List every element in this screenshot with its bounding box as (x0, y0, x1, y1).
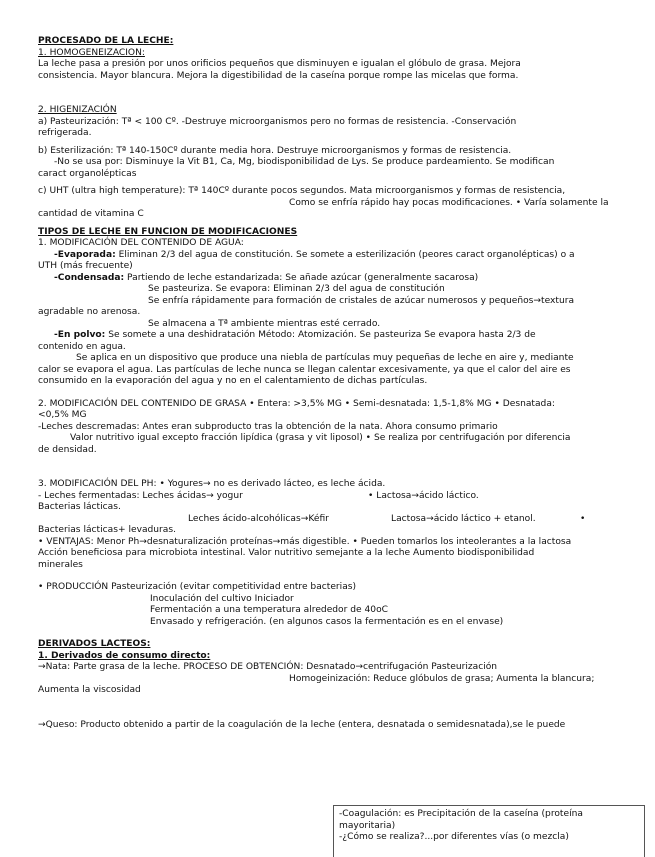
paragraph-line: contenido en agua. (38, 341, 126, 352)
term-text: Eliminan 2/3 del agua de constitución. Se somete a esterilización (peores caract organolépticas) o a (115, 249, 575, 260)
paragraph-line: • VENTAJAS: Menor Ph→desnaturalización proteínas→más digestible. • Pueden tomarlos los inteolerantes a la lactosa (38, 536, 572, 547)
subsection-agua-heading: 1. MODIFICACIÓN DEL CONTENIDO DE AGUA: (38, 238, 244, 248)
paragraph-line: -Leches descremadas: Antes eran subproducto tras la obtención de la nata. Ahora consumo primario (38, 421, 498, 432)
section-higienizacion-heading: 2. HIGENIZACIÓN (38, 105, 117, 115)
paragraph-line: b) Esterilización: Tª 140-150Cº durante media hora. Destruye microorganismos y formas de resistencia. (38, 145, 512, 156)
box-line: -Coagulación: es Precipitación de la caseína (proteína (339, 809, 583, 819)
paragraph-line: Como se enfría rápido hay pocas modificaciones. • Varía solamente la (289, 197, 609, 208)
section-tipos-heading: TIPOS DE LECHE EN FUNCION DE MODIFICACIONES (38, 226, 298, 237)
ph-col-left: - Leches fermentadas: Leches ácidas→ yogur (38, 490, 243, 501)
paragraph-line: Se aplica en un dispositivo que produce una niebla de partículas muy pequeñas de leche en aire y, mediante (76, 353, 574, 363)
term-label: -En polvo: (54, 330, 106, 340)
paragraph-line (38, 514, 613, 526)
paragraph-line: refrigerada. (38, 128, 92, 138)
paragraph-line: UTH (más frecuente) (38, 261, 133, 271)
term-label: -Condensada: (54, 272, 125, 283)
paragraph-line: caract organolépticas (38, 168, 137, 179)
term-text: Partiendo de leche estandarizada: Se añade azúcar (generalmente sacarosa) (124, 272, 479, 283)
paragraph-line: Bacterias lácticas. (38, 502, 121, 512)
ph-col-left: Leches ácido-alcohólicas→Kéfir (188, 513, 329, 524)
paragraph-line: minerales (38, 559, 83, 570)
paragraph-line: La leche pasa a presión por unos orificios pequeños que disminuyen e igualan el glóbulo de grasa. Mejora (38, 59, 521, 69)
paragraph-line: Valor nutritivo igual excepto fracción lipídica (grasa y vit liposol) • Se realiza por centrifugación por diferencia (70, 433, 571, 443)
paragraph-line: • PRODUCCIÓN Pasteurización (evitar competitividad entre bacterias) (38, 582, 357, 592)
box-line: mayoritaria) (339, 820, 396, 831)
subsection-ph-heading: 3. MODIFICACIÓN DEL PH: • Yogures→ no es derivado lácteo, es leche ácida. (38, 479, 386, 489)
paragraph-line: →Nata: Parte grasa de la leche. PROCESO DE OBTENCIÓN: Desnatado→centrifugación Pasteurización (38, 662, 498, 672)
paragraph-line: Bacterias lácticas+ levaduras. (38, 525, 177, 535)
paragraph-line: cantidad de vitamina C (38, 209, 144, 219)
term-label: -Evaporada: (54, 249, 116, 260)
paragraph-line: Aumenta la viscosidad (38, 685, 141, 695)
paragraph-line: <0,5% MG (38, 410, 87, 420)
paragraph-line: →Queso: Producto obtenido a partir de la coagulación de la leche (entera, desnatada o semidesnatada),se le puede (38, 719, 566, 730)
ph-col-right: Lactosa→ácido láctico + etanol. (391, 513, 536, 524)
paragraph-line: consumido en la evaporación del agua y no en el calentamiento de dichas partículas. (38, 376, 428, 386)
subsection-consumo-directo-heading: 1. Derivados de consumo directo: (38, 650, 211, 661)
document-page (38, 36, 613, 731)
text-box (333, 805, 645, 857)
paragraph-line: a) Pasteurización: Tª < 100 Cº. -Destruye microorganismos pero no formas de resistencia. -Conservación (38, 116, 517, 127)
subsection-grasa-heading: 2. MODIFICACIÓN DEL CONTENIDO DE GRASA • Entera: >3,5% MG • Semi-desnatada: 1,5-1,8% MG • Desnatada: (38, 398, 555, 409)
paragraph-line: de densidad. (38, 444, 97, 455)
paragraph-line (38, 491, 613, 503)
paragraph-line (38, 250, 613, 262)
section-homogeneizacion-heading: 1. HOMOGENEIZACION: (38, 47, 145, 58)
paragraph-line: -No se usa por: Disminuye la Vit B1, Ca, Mg, biodisponibilidad de Lys. Se produce pardeamiento. Se modifican (54, 157, 555, 167)
section-derivados-heading: DERIVADOS LACTEOS: (38, 639, 151, 649)
paragraph-line: Homogeinización: Reduce glóbulos de grasa; Aumenta la blancura; (289, 673, 595, 684)
ph-col-right: • Lactosa→ácido láctico. (368, 490, 479, 501)
paragraph-line: consistencia. Mayor blancura. Mejora la digestibilidad de la caseína porque rompe las micelas que forma. (38, 70, 519, 81)
paragraph-line: calor se evapora el agua. Las partículas de leche nunca se llegan calentar excesivamente, ya que el calor del aire es (38, 364, 571, 375)
paragraph-line: Fermentación a una temperatura alrededor de 40oC (150, 605, 388, 615)
paragraph-line: c) UHT (ultra high temperature): Tª 140Cº durante pocos segundos. Mata microorganismos y formas de resistencia, (38, 186, 566, 196)
paragraph-line: Se pasteuriza. Se evapora: Eliminan 2/3 del agua de constitución (148, 284, 445, 294)
paragraph-line (38, 273, 613, 285)
paragraph-line: agradable no arenosa. (38, 307, 141, 317)
paragraph-line: Acción beneficiosa para microbiota intestinal. Valor nutritivo semejante a la leche Aumento biodisponibilidad (38, 548, 535, 558)
page-title: PROCESADO DE LA LECHE: (38, 36, 174, 46)
term-text: Se somete a una deshidratación Método: Atomización. Se pasteuriza Se evapora hasta 2/3 de (105, 330, 536, 340)
paragraph-line: Inoculación del cultivo Iniciador (150, 593, 294, 604)
paragraph-line (38, 330, 613, 342)
paragraph-line: Envasado y refrigeración. (en algunos casos la fermentación es en el envase) (150, 616, 504, 627)
box-line: -¿Cómo se realiza?...por diferentes vías (o mezcla) (339, 832, 569, 842)
paragraph-line: Se enfría rápidamente para formación de cristales de azúcar numerosos y pequeños→textura (148, 295, 575, 306)
paragraph-line: Se almacena a Tª ambiente mientras esté cerrado. (148, 318, 381, 329)
bullet: • (580, 513, 586, 524)
